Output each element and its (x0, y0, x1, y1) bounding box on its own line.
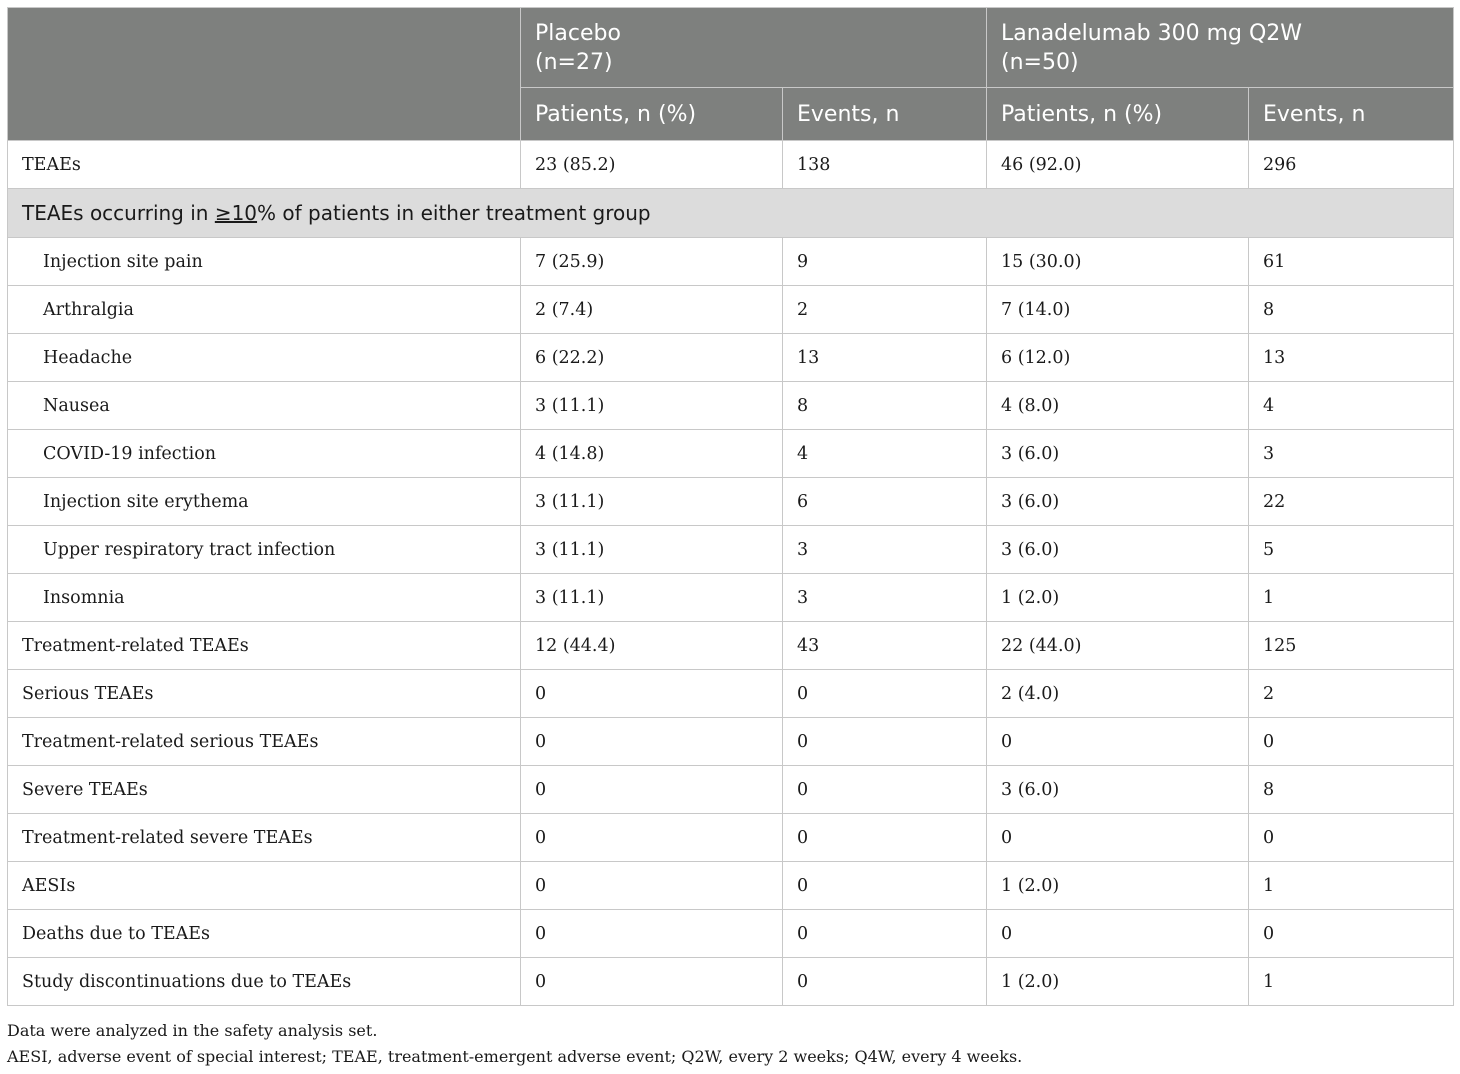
cell-placebo-events: 0 (783, 814, 987, 862)
row-label: Injection site pain (8, 238, 521, 286)
cell-placebo-events: 4 (783, 430, 987, 478)
lanadelumab-group-n: (n=50) (1001, 50, 1079, 75)
row-label: Treatment-related TEAEs (8, 622, 521, 670)
row-label: Deaths due to TEAEs (8, 910, 521, 958)
cell-placebo-patients: 4 (14.8) (521, 430, 783, 478)
row-label: Serious TEAEs (8, 670, 521, 718)
cell-placebo-events: 8 (783, 382, 987, 430)
table-row (8, 910, 1454, 958)
cell-placebo-patients: 6 (22.2) (521, 334, 783, 382)
cell-placebo-events: 0 (783, 910, 987, 958)
cell-lanadelumab-patients: 1 (2.0) (987, 958, 1249, 1006)
placebo-group-name: Placebo (535, 21, 621, 46)
cell-lanadelumab-events: 5 (1249, 526, 1454, 574)
cell-lanadelumab-events: 0 (1249, 910, 1454, 958)
table-row (8, 622, 1454, 670)
cell-placebo-events: 3 (783, 574, 987, 622)
row-label: Injection site erythema (8, 478, 521, 526)
cell-placebo-events: 13 (783, 334, 987, 382)
cell-placebo-patients: 7 (25.9) (521, 238, 783, 286)
table-row (8, 382, 1454, 430)
cell-lanadelumab-events: 1 (1249, 958, 1454, 1006)
cell-placebo-patients: 12 (44.4) (521, 622, 783, 670)
table-row-teaes (8, 141, 1454, 189)
cell-placebo-events: 0 (783, 958, 987, 1006)
table-row (8, 670, 1454, 718)
cell-lanadelumab-patients: 1 (2.0) (987, 574, 1249, 622)
cell-placebo-events: 43 (783, 622, 987, 670)
cell-lanadelumab-patients: 15 (30.0) (987, 238, 1249, 286)
row-label: Severe TEAEs (8, 766, 521, 814)
cell-placebo-events: 3 (783, 526, 987, 574)
row-label: Study discontinuations due to TEAEs (8, 958, 521, 1006)
row-label: Nausea (8, 382, 521, 430)
safety-table (7, 7, 1454, 1006)
cell-lanadelumab-patients: 3 (6.0) (987, 766, 1249, 814)
cell-lanadelumab-patients: 6 (12.0) (987, 334, 1249, 382)
row-label: AESIs (8, 862, 521, 910)
cell-lanadelumab-patients: 0 (987, 910, 1249, 958)
header-row-groups (8, 8, 1454, 88)
cell-lanadelumab-patients: 2 (4.0) (987, 670, 1249, 718)
cell-placebo-events: 0 (783, 766, 987, 814)
cell-lanadelumab-events: 4 (1249, 382, 1454, 430)
table-row (8, 334, 1454, 382)
cell-lanadelumab-events: 1 (1249, 574, 1454, 622)
table-row (8, 718, 1454, 766)
table-row (8, 478, 1454, 526)
section-label-post: % of patients in either treatment group (257, 201, 651, 225)
cell-placebo-events: 0 (783, 670, 987, 718)
cell-placebo-patients: 0 (521, 814, 783, 862)
cell-placebo-patients: 3 (11.1) (521, 478, 783, 526)
subheader-placebo-patients: Patients, n (%) (521, 88, 783, 141)
subheader-lanadelumab-patients: Patients, n (%) (987, 88, 1249, 141)
cell-lanadelumab-events: 3 (1249, 430, 1454, 478)
subheader-lanadelumab-events: Events, n (1249, 88, 1454, 141)
cell-lanadelumab-patients: 0 (987, 814, 1249, 862)
cell-lanadelumab-patients: 3 (6.0) (987, 430, 1249, 478)
section-row (8, 189, 1454, 238)
cell-placebo-patients: 2 (7.4) (521, 286, 783, 334)
cell-lanadelumab-patients: 3 (6.0) (987, 478, 1249, 526)
header-group-lanadelumab (987, 8, 1454, 88)
cell-lanadelumab-patients: 46 (92.0) (987, 141, 1249, 189)
cell-lanadelumab-events: 0 (1249, 718, 1454, 766)
table-row (8, 862, 1454, 910)
row-label: Arthralgia (8, 286, 521, 334)
table-body (8, 141, 1454, 1006)
cell-placebo-events: 9 (783, 238, 987, 286)
placebo-group-n: (n=27) (535, 50, 613, 75)
row-label: TEAEs (8, 141, 521, 189)
table-header (8, 8, 1454, 141)
cell-placebo-patients: 3 (11.1) (521, 526, 783, 574)
row-label: Treatment-related severe TEAEs (8, 814, 521, 862)
cell-placebo-events: 0 (783, 862, 987, 910)
cell-lanadelumab-events: 2 (1249, 670, 1454, 718)
cell-placebo-patients: 0 (521, 718, 783, 766)
cell-placebo-patients: 0 (521, 766, 783, 814)
cell-lanadelumab-events: 8 (1249, 766, 1454, 814)
table-row (8, 958, 1454, 1006)
table-row (8, 574, 1454, 622)
header-group-placebo (521, 8, 987, 88)
cell-placebo-patients: 0 (521, 862, 783, 910)
table-row (8, 430, 1454, 478)
section-label (8, 189, 1454, 238)
footnote-abbreviations: AESI, adverse event of special interest; TEAE, treatment-emergent adverse event; Q2W, every 2 weeks; Q4W, every 4 weeks. (7, 1047, 1023, 1066)
row-label: Insomnia (8, 574, 521, 622)
section-label-threshold: ≥10 (214, 201, 258, 225)
header-corner-cell (8, 8, 521, 141)
section-label-pre: TEAEs occurring in (22, 201, 215, 225)
cell-lanadelumab-events: 13 (1249, 334, 1454, 382)
cell-placebo-events: 6 (783, 478, 987, 526)
cell-placebo-patients: 0 (521, 910, 783, 958)
cell-lanadelumab-events: 8 (1249, 286, 1454, 334)
cell-lanadelumab-events: 296 (1249, 141, 1454, 189)
cell-lanadelumab-events: 1 (1249, 862, 1454, 910)
row-label: Treatment-related serious TEAEs (8, 718, 521, 766)
cell-lanadelumab-patients: 7 (14.0) (987, 286, 1249, 334)
table-row (8, 814, 1454, 862)
cell-lanadelumab-patients: 4 (8.0) (987, 382, 1249, 430)
cell-placebo-events: 2 (783, 286, 987, 334)
cell-lanadelumab-events: 125 (1249, 622, 1454, 670)
table-row (8, 526, 1454, 574)
footnote-analysis-set: Data were analyzed in the safety analysis set. (7, 1021, 378, 1040)
cell-lanadelumab-patients: 0 (987, 718, 1249, 766)
table-row (8, 238, 1454, 286)
subheader-placebo-events: Events, n (783, 88, 987, 141)
cell-placebo-events: 0 (783, 718, 987, 766)
cell-placebo-patients: 3 (11.1) (521, 574, 783, 622)
cell-lanadelumab-patients: 3 (6.0) (987, 526, 1249, 574)
table-footnotes (7, 1018, 1453, 1070)
row-label: Upper respiratory tract infection (8, 526, 521, 574)
cell-lanadelumab-events: 22 (1249, 478, 1454, 526)
cell-placebo-patients: 3 (11.1) (521, 382, 783, 430)
cell-placebo-patients: 0 (521, 958, 783, 1006)
cell-lanadelumab-events: 61 (1249, 238, 1454, 286)
cell-placebo-patients: 23 (85.2) (521, 141, 783, 189)
cell-lanadelumab-patients: 1 (2.0) (987, 862, 1249, 910)
cell-lanadelumab-patients: 22 (44.0) (987, 622, 1249, 670)
row-label: Headache (8, 334, 521, 382)
table-row (8, 286, 1454, 334)
row-label: COVID-19 infection (8, 430, 521, 478)
lanadelumab-group-name: Lanadelumab 300 mg Q2W (1001, 21, 1303, 46)
cell-placebo-events: 138 (783, 141, 987, 189)
cell-lanadelumab-events: 0 (1249, 814, 1454, 862)
table-row (8, 766, 1454, 814)
cell-placebo-patients: 0 (521, 670, 783, 718)
